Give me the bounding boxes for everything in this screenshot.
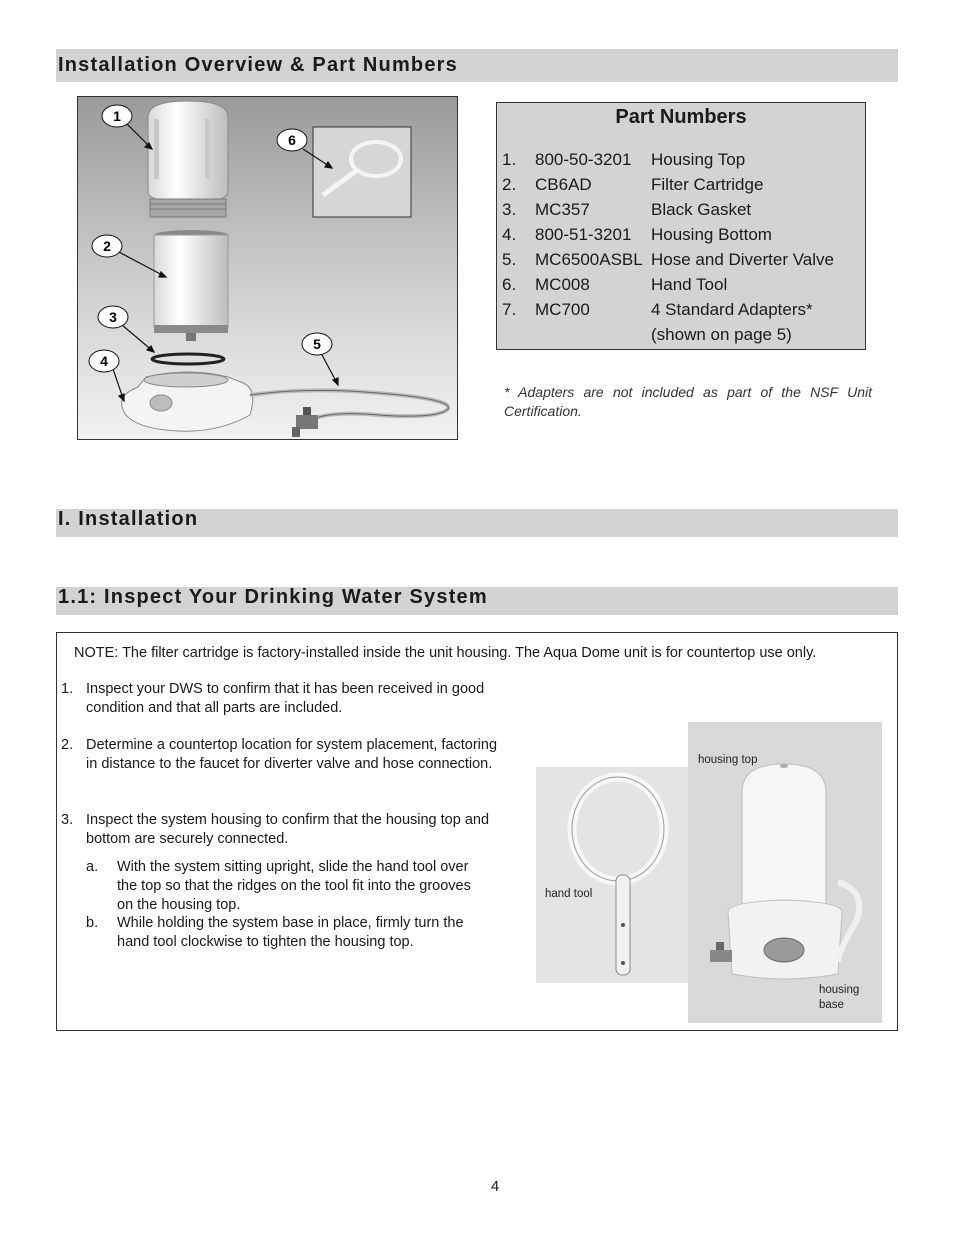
housing-top-drawing [148,101,228,217]
part-row [502,247,862,272]
inspect-instructions-box [56,632,898,1031]
step-text: Determine a countertop location for system placement, factoring in distance to the faucet for diverter valve and hose connection. [86,737,498,772]
substep-text: While holding the system base in place, firmly turn the hand tool clockwise to tighten the housing top. [117,915,464,950]
section-header-installation [56,509,898,537]
exploded-parts-diagram [77,96,458,440]
part-description: 4 Standard Adapters* [651,300,813,319]
part-index: 4. [502,225,517,244]
part-numbers-list [502,147,862,322]
substep-text: With the system sitting upright, slide the hand tool over the top so that the ridges on the tool fit into the grooves on the housing top. [117,859,471,913]
part-row [502,297,862,322]
part-code: CB6AD [535,175,592,194]
step-3 [61,811,501,849]
step-1 [61,680,501,718]
section-title-overview: Installation Overview & Part Numbers [58,54,458,76]
part-description: Housing Bottom [651,225,772,244]
adapter-footnote: * Adapters are not included as part of the NSF Unit Certification. [504,384,872,419]
hand-tool-illustration [536,767,688,983]
step-number: 1. [61,681,74,697]
callout-4: 4 [100,353,108,369]
housing-photo [688,722,882,1023]
part-description: Hand Tool [651,275,728,294]
part-index: 3. [502,200,517,219]
part-code: MC008 [535,275,590,294]
section-title-inspect: 1.1: Inspect Your Drinking Water System [58,586,488,608]
countertop-note: NOTE: The filter cartridge is factory-installed inside the unit housing. The Aqua Dome unit is for countertop use only. [74,645,817,661]
part-numbers-box [496,102,866,350]
part-description: Filter Cartridge [651,175,764,194]
step-2 [61,736,501,774]
part-row [502,172,862,197]
part-code: MC700 [535,300,590,319]
callout-6: 6 [288,132,296,148]
part-row [502,272,862,297]
step-text: Inspect your DWS to confirm that it has been received in good condition and that all parts are included. [86,681,485,716]
part-7-continuation: (shown on page 5) [651,325,792,344]
substep-a [86,858,486,915]
part-index: 7. [502,300,517,319]
substep-letter: b. [86,915,99,931]
hand-tool-photo [536,767,688,983]
step-text: Inspect the system housing to confirm that the housing top and bottom are securely connected. [86,812,490,847]
callout-3: 3 [109,309,117,325]
part-code: MC357 [535,200,590,219]
part-code: 800-51-3201 [535,225,632,244]
part-code: MC6500ASBL [535,250,643,269]
callout-5: 5 [313,336,321,352]
section-header-overview [56,49,898,82]
part-row [502,147,862,172]
part-index: 5. [502,250,517,269]
step-number: 3. [61,812,74,828]
part-index: 6. [502,275,517,294]
housing-top-label: housing top [698,754,758,766]
step-number: 2. [61,737,74,753]
part-row [502,197,862,222]
section-title-installation: I. Installation [58,508,199,530]
substep-letter: a. [86,859,99,875]
part-description: Black Gasket [651,200,752,219]
hand-tool-inset [313,127,411,217]
part-description: Hose and Diverter Valve [651,250,834,269]
diagram-illustration [78,97,458,440]
section-header-inspect [56,587,898,615]
part-code: 800-50-3201 [535,150,632,169]
substep-b [86,914,486,952]
part-index: 1. [502,150,517,169]
part-index: 2. [502,175,517,194]
page-number: 4 [490,1178,500,1195]
part-row [502,222,862,247]
filter-cartridge-drawing [154,230,228,341]
part-numbers-title: Part Numbers [615,106,747,128]
callout-1: 1 [113,108,121,124]
hand-tool-label: hand tool [545,888,593,900]
part-description: Housing Top [651,150,746,169]
callout-2: 2 [103,238,111,254]
housing-base-label: housing base [819,984,860,1011]
